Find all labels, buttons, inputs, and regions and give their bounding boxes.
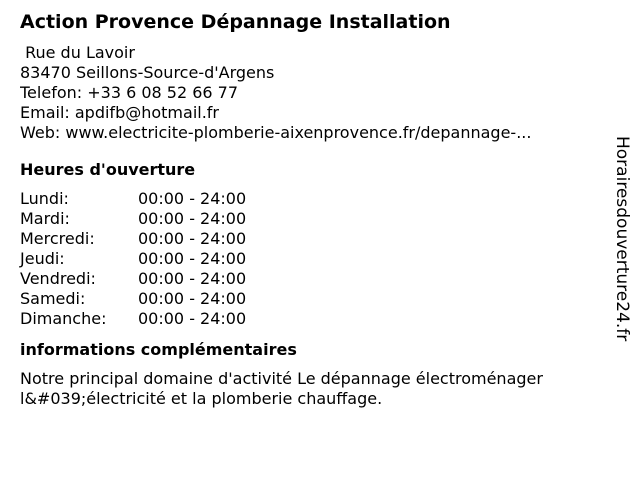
additional-info-heading: informations complémentaires (20, 340, 297, 359)
hours-row (20, 249, 600, 269)
web-line: Web: www.electricite-plomberie-aixenprovence.fr/depannage-... (20, 123, 532, 142)
time-range: 00:00 - 24:00 (138, 269, 247, 288)
hours-row (20, 209, 600, 229)
hours-row (20, 289, 600, 309)
hours-row (20, 229, 600, 249)
email-line: Email: apdifb@hotmail.fr (20, 103, 219, 122)
day-label: Samedi: (20, 289, 86, 308)
time-range: 00:00 - 24:00 (138, 289, 247, 308)
day-label: Lundi: (20, 189, 69, 208)
additional-info-text: Notre principal domaine d'activité Le dépannage électroménager l&#039;électricité et la plomberie chauffage. (20, 369, 543, 408)
day-label: Dimanche: (20, 309, 107, 328)
day-label: Mardi: (20, 209, 70, 228)
day-label: Jeudi: (20, 249, 65, 268)
hours-row (20, 309, 600, 329)
street-address: Rue du Lavoir (20, 43, 135, 62)
time-range: 00:00 - 24:00 (138, 309, 247, 328)
time-range: 00:00 - 24:00 (138, 189, 247, 208)
opening-hours-list (20, 189, 600, 329)
time-range: 00:00 - 24:00 (138, 249, 247, 268)
day-label: Vendredi: (20, 269, 96, 288)
time-range: 00:00 - 24:00 (138, 229, 247, 248)
day-label: Mercredi: (20, 229, 95, 248)
phone-line: Telefon: +33 6 08 52 66 77 (20, 83, 239, 102)
city-address: 83470 Seillons-Source-d'Argens (20, 63, 275, 82)
opening-hours-heading: Heures d'ouverture (20, 160, 196, 179)
business-name: Action Provence Dépannage Installation (20, 11, 451, 33)
site-watermark: Horairesdouverture24.fr (612, 136, 632, 342)
hours-row (20, 269, 600, 289)
hours-row (20, 189, 600, 209)
business-card (20, 10, 600, 409)
time-range: 00:00 - 24:00 (138, 209, 247, 228)
